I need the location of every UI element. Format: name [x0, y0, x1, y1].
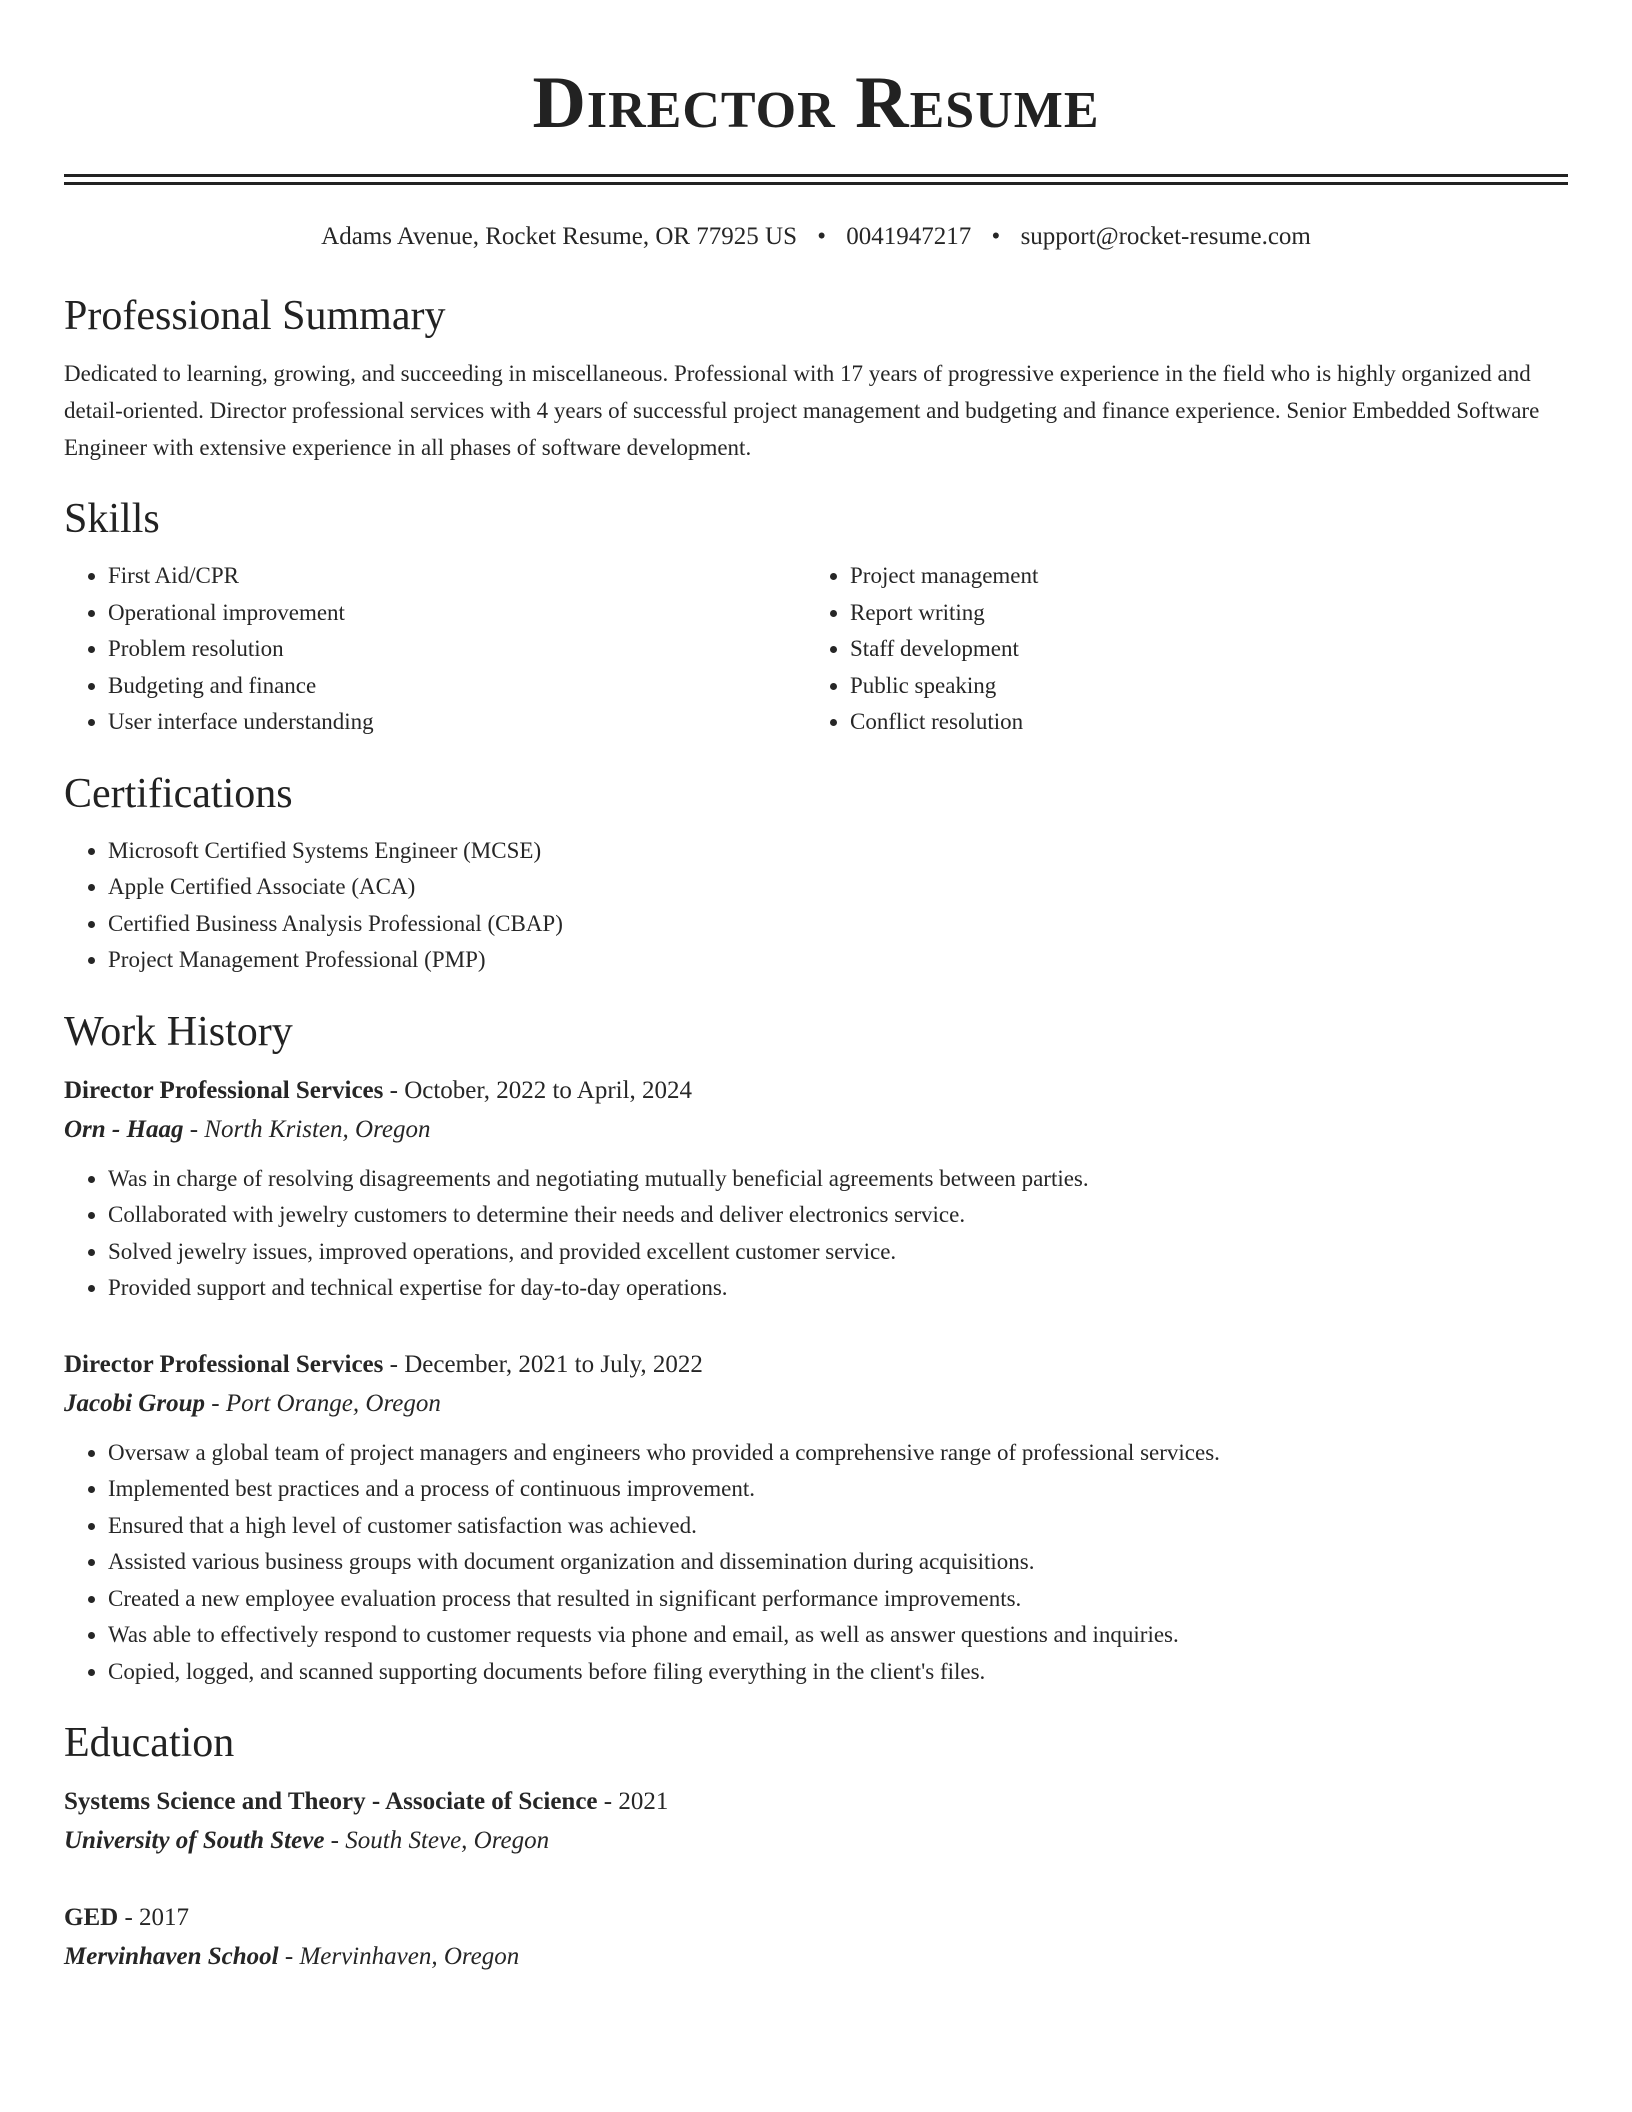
job-dates: December, 2021 to July, 2022: [404, 1350, 703, 1378]
education-degree: Systems Science and Theory - Associate of Science: [64, 1788, 598, 1815]
job-entry: [64, 1345, 1568, 1691]
contact-separator: •: [991, 223, 1001, 250]
job-bullet: • Provided support and technical expertise for day-to-day operations.: [108, 1270, 1568, 1307]
contact-address: Adams Avenue, Rocket Resume, OR 77925 US: [321, 223, 798, 250]
certifications-heading: Certifications: [64, 770, 293, 817]
skill-item: • First Aid/CPR: [108, 558, 806, 595]
skill-item: • User interface understanding: [108, 704, 806, 741]
education-school: Mervinhaven School: [64, 1943, 279, 1970]
skill-item: • Public speaking: [850, 668, 1548, 705]
job-bullet: • Assisted various business groups with document organization and dissemination during acquisitions.: [108, 1544, 1568, 1581]
certification-item: • Apple Certified Associate (ACA): [108, 869, 1568, 906]
job-role-line: Director Professional Services - October, 2022 to April, 2024: [64, 1076, 693, 1104]
skill-item: • Staff development: [850, 631, 1548, 668]
job-bullet: • Oversaw a global team of project managers and engineers who provided a comprehensive range of professional services.: [108, 1435, 1568, 1472]
education-location: Mervinhaven, Oregon: [299, 1943, 520, 1970]
education-entry: [64, 1898, 1568, 1976]
job-dates: October, 2022 to April, 2024: [404, 1076, 693, 1104]
education-heading: Education: [64, 1720, 235, 1766]
education-degree: GED: [64, 1904, 119, 1931]
skills-columns: [64, 558, 1568, 741]
summary-section: [64, 291, 1568, 466]
skills-list-left: [64, 558, 806, 741]
contact-line: [64, 221, 1568, 253]
summary-heading: Professional Summary: [64, 293, 446, 339]
certification-item: • Certified Business Analysis Professional (CBAP): [108, 906, 1568, 943]
job-bullet: • Solved jewelry issues, improved operations, and provided excellent customer service.: [108, 1234, 1568, 1271]
job-title: Director Professional Services: [64, 1076, 384, 1104]
contact-email[interactable]: support@rocket-resume.com: [1020, 223, 1311, 250]
education-entry: [64, 1782, 1568, 1860]
job-entry: [64, 1071, 1568, 1307]
education-degree-line: Systems Science and Theory - Associate of Science - 2021: [64, 1788, 669, 1815]
skills-section: [64, 494, 1568, 741]
education-school-line: University of South Steve - South Steve, Oregon: [64, 1827, 550, 1854]
skills-heading: Skills: [64, 496, 160, 542]
job-company: Orn - Haag: [64, 1115, 184, 1143]
education-degree-line: GED - 2017: [64, 1904, 190, 1931]
resume-title: Director Resume: [532, 62, 1100, 144]
education-school: University of South Steve: [64, 1827, 325, 1854]
certifications-list: [64, 833, 1568, 979]
skill-item: • Operational improvement: [108, 595, 806, 632]
job-bullets: [64, 1435, 1568, 1691]
contact-separator: •: [817, 223, 827, 250]
job-bullet: • Copied, logged, and scanned supporting documents before filing everything in the client's files.: [108, 1654, 1568, 1691]
job-location: North Kristen, Oregon: [204, 1115, 431, 1143]
contact-phone[interactable]: 0041947217: [846, 223, 972, 250]
education-location: South Steve, Oregon: [345, 1827, 550, 1854]
job-role-line: Director Professional Services - December, 2021 to July, 2022: [64, 1350, 703, 1378]
certification-item: • Project Management Professional (PMP): [108, 942, 1568, 979]
job-bullet: • Ensured that a high level of customer satisfaction was achieved.: [108, 1508, 1568, 1545]
work-history-section: [64, 1007, 1568, 1691]
job-company: Jacobi Group: [64, 1389, 205, 1417]
education-year: 2021: [618, 1788, 669, 1815]
job-bullet: • Was in charge of resolving disagreements and negotiating mutually beneficial agreements between parties.: [108, 1161, 1568, 1198]
job-org-line: Jacobi Group - Port Orange, Oregon: [64, 1389, 441, 1417]
job-bullet: • Collaborated with jewelry customers to determine their needs and deliver electronics service.: [108, 1197, 1568, 1234]
title-double-rule: [64, 174, 1568, 185]
education-section: [64, 1718, 1568, 1976]
skill-item: • Report writing: [850, 595, 1548, 632]
certification-item: • Microsoft Certified Systems Engineer (MCSE): [108, 833, 1568, 870]
education-year: 2017: [139, 1904, 190, 1931]
work-history-heading: Work History: [64, 1008, 293, 1055]
job-bullet: • Was able to effectively respond to customer requests via phone and email, as well as answer questions and inquiries.: [108, 1617, 1568, 1654]
job-bullets: [64, 1161, 1568, 1307]
certifications-section: [64, 769, 1568, 979]
job-bullet: • Created a new employee evaluation process that resulted in significant performance improvements.: [108, 1581, 1568, 1618]
skill-item: • Problem resolution: [108, 631, 806, 668]
job-title: Director Professional Services: [64, 1350, 384, 1378]
skills-list-right: [806, 558, 1548, 741]
job-location: Port Orange, Oregon: [225, 1389, 441, 1417]
job-bullet: • Implemented best practices and a process of continuous improvement.: [108, 1471, 1568, 1508]
skill-item: • Project management: [850, 558, 1548, 595]
summary-text: Dedicated to learning, growing, and succeeding in miscellaneous. Professional with 17 years of progressive experience in the field who is highly organized and detail-oriented. Director professional services with 4 years of successful project management and budgeting and finance experience. Senior Embedded Software Engineer with extensive experience in all phases of software development.: [64, 361, 1540, 460]
skill-item: • Budgeting and finance: [108, 668, 806, 705]
skill-item: • Conflict resolution: [850, 704, 1548, 741]
job-org-line: Orn - Haag - North Kristen, Oregon: [64, 1115, 431, 1143]
education-school-line: Mervinhaven School - Mervinhaven, Oregon: [64, 1943, 520, 1970]
